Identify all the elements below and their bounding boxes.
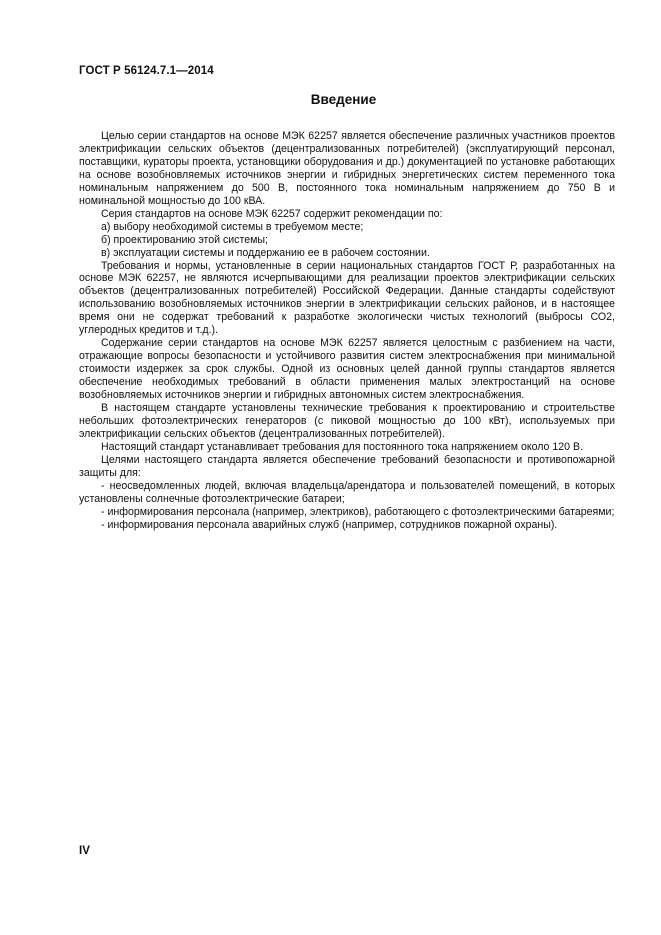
list-item-b: б) проектированию этой системы; [101, 233, 268, 246]
paragraph-requirements: Требования и нормы, установленные в серии национальных стандартов ГОСТ Р, разработанных на основе МЭК 62257, не являются исчерпывающими для реализации проектов электрификации сельских объектов (децентрализованных потребителей) Российской Федерации. Данные стандарты содействуют использованию возобновляемых источников энергии в электрификации сельских районов, и в настоящее время они не содержат требований к разработке экологически чистых технологий (выбросы СО2, углеродных кредитов и т.д.). [79, 259, 615, 337]
paragraph-goals-intro: Целями настоящего стандарта является обеспечение требований безопасности и противопожарной защиты для: [79, 453, 615, 479]
list-item-a: а) выбору необходимой системы в требуемом месте; [101, 220, 364, 233]
list-item-c: в) эксплуатации системы и поддержанию ее в рабочем состоянии. [101, 246, 430, 259]
paragraph-recommendations-intro: Серия стандартов на основе МЭК 62257 содержит рекомендации по: [101, 207, 443, 220]
paragraph-series-content: Содержание серии стандартов на основе МЭК 62257 является целостным с разбиением на части, отражающие вопросы безопасности и устойчивого развития систем электроснабжения при минимальной стоимости издержек за срок службы. Одной из основных целей данной группы стандартов является обеспечение необходимых требований в области применения малых электростанций на основе возобновляемых источников энергии и гибридных автономных систем электроснабжения. [79, 337, 615, 402]
section-title: Введение [310, 92, 377, 107]
list-item-electricians: - информирования персонала (например, электриков), работающего с фотоэлектрическими батареями; [101, 505, 615, 518]
document-code-header: ГОСТ Р 56124.7.1—2014 [79, 65, 214, 77]
paragraph-dc-voltage: Настоящий стандарт устанавливает требования для постоянного тока напряжением около 120 В. [101, 440, 584, 453]
list-item-emergency-services: - информирования персонала аварийных служб (например, сотрудников пожарной охраны). [101, 518, 558, 531]
page-number: IV [79, 845, 90, 857]
paragraph-technical-requirements: В настоящем стандарте установлены технические требования к проектированию и строительстве небольших фотоэлектрических генераторов (с пиковой мощностью до 100 кВт), используемых при электрификации сельских объектов (децентрализованных потребителей). [79, 402, 615, 440]
introduction-body [79, 130, 615, 532]
paragraph-purpose: Целью серии стандартов на основе МЭК 62257 является обеспечение различных участников проектов электрификации сельских объектов (децентрализованных потребителей) (эксплуатирующий персонал, поставщики, кураторы проекта, установщики оборудования и др.) документацией по установке работающих на основе возобновляемых источников энергии и гибридных энергетических систем переменного тока номинальным напряжением до 500 В, постоянного тока номинальным напряжением до 750 В и номинальной мощностью до 100 кВА. [79, 130, 615, 207]
list-item-uninformed-people: - неосведомленных людей, включая владельца/арендатора и пользователей помещений, в которых установлены солнечные фотоэлектрические батареи; [79, 479, 615, 505]
